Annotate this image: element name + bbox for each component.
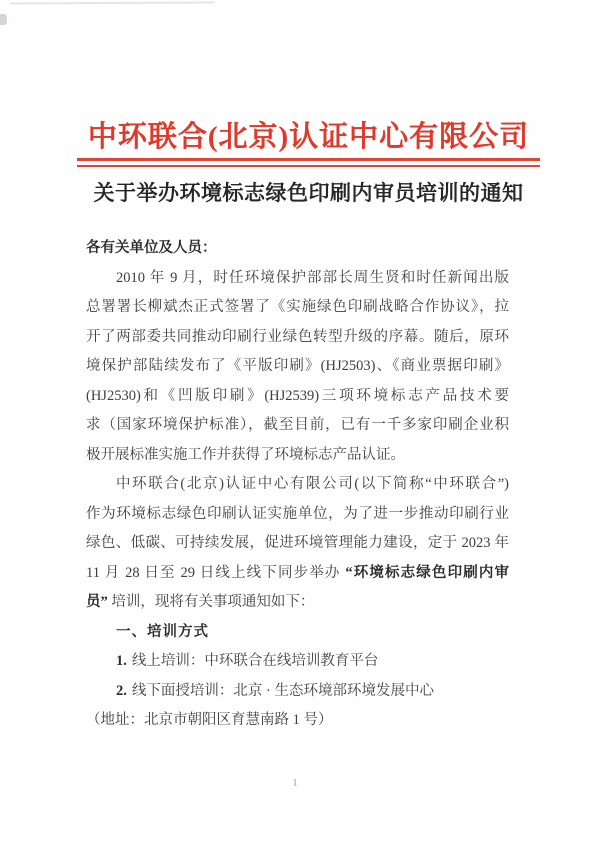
- body-line: 绿色、低碳、可持续发展，促进环境管理能力建设，定于 2023 年: [86, 535, 509, 551]
- section-training-method: [86, 618, 509, 736]
- body-text-run: 培训，现将有关事项通知如下：: [107, 594, 315, 610]
- training-item-online: [86, 647, 509, 677]
- body-line: 作为环境标志绿色印刷认证实施单位，为了进一步推动印刷行业: [86, 505, 509, 522]
- body-line: [86, 559, 509, 589]
- document-title: 关于举办环境标志绿色印刷内审员培训的通知: [93, 181, 524, 205]
- section-heading: 一、培训方式: [116, 623, 209, 640]
- body-line: 总署署长柳斌杰正式签署了《实施绿色印刷战略合作协议》，拉: [86, 299, 509, 315]
- scan-artifact-smudge: [0, 14, 7, 25]
- body-line: 开了两部委共同推动印刷行业绿色转型升级的序幕。随后，原环: [86, 328, 509, 345]
- page-number: 1: [292, 777, 298, 789]
- emphasized-training-name: “环境标志绿色印刷内审: [345, 564, 509, 581]
- item-text: 线下面授培训：北京 · 生态环境部环境发展中心: [131, 682, 434, 699]
- paragraph-1: [86, 264, 509, 471]
- body-line: [86, 588, 509, 618]
- paragraph-2: [86, 470, 509, 618]
- body-line: (HJ2530)和《凹版印刷》(HJ2539)三项环境标志产品技术要: [86, 387, 509, 404]
- letterhead-company-name: 中环联合(北京)认证中心有限公司: [87, 121, 530, 153]
- address-line: （地址：北京市朝阳区育慧南路 1 号）: [86, 712, 333, 728]
- body-line: 2010 年 9 月，时任环境保护部部长周生贤和时任新闻出版: [116, 269, 509, 286]
- salutation: 各有关单位及人员：: [86, 240, 217, 256]
- item-text: 线上培训：中环联合在线培训教育平台: [131, 653, 379, 669]
- body-line: 极开展标准实施工作并获得了环境标志产品认证。: [86, 446, 405, 463]
- scan-artifact-line: [10, 1, 215, 4]
- item-number: 2.: [116, 682, 127, 699]
- body-text-run: 11 月 28 日至 29 日线上线下同步举办: [86, 564, 346, 581]
- item-number: 1.: [116, 653, 127, 669]
- emphasized-training-name: 员”: [86, 594, 108, 610]
- training-item-offline: [86, 677, 509, 707]
- document-body: [86, 234, 509, 736]
- body-line: 中环联合(北京)认证中心有限公司(以下简称“中环联合”): [116, 476, 509, 492]
- body-line: 求（国家环境保护标准），截至目前，已有一千多家印刷企业积: [86, 417, 509, 433]
- letterhead-divider: [77, 158, 540, 167]
- body-line: 境保护部陆续发布了《平版印刷》(HJ2503)、《商业票据印刷》: [86, 358, 509, 374]
